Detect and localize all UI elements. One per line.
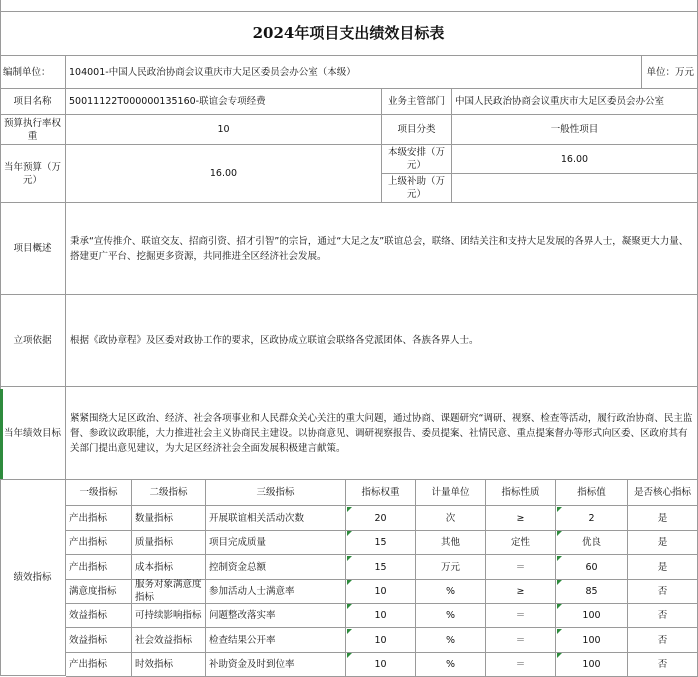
header-unit: 计量单位 bbox=[416, 480, 486, 506]
unit-label: 编制单位： bbox=[0, 56, 66, 89]
overview-text: 秉承“宣传推介、联谊交友、招商引资、招才引智”的宗旨，通过“大足之友”联谊总会，联络、团结关注和支持大足发展的各界人士，凝聚更大力量、搭建更广平台、挖掘更多资源，共同推进全区经济社会发展。 bbox=[66, 203, 698, 295]
cell-value: 优良 bbox=[556, 530, 628, 555]
top-strip bbox=[0, 0, 698, 12]
subsidy-value bbox=[452, 174, 698, 203]
category-value: 一般性项目 bbox=[452, 115, 698, 145]
cell-value: 85 bbox=[556, 579, 628, 604]
cell-unit: % bbox=[416, 628, 486, 653]
dept-value: 中国人民政治协商会议重庆市大足区委员会办公室 bbox=[452, 89, 698, 115]
project-name-label: 项目名称 bbox=[0, 89, 66, 115]
cell-flag bbox=[347, 580, 352, 585]
cell-level2: 数量指标 bbox=[132, 506, 206, 531]
cell-core: 是 bbox=[628, 555, 698, 580]
basis-label: 立项依据 bbox=[0, 295, 66, 387]
cell-core: 否 bbox=[628, 628, 698, 653]
cell-level2: 服务对象满意度指标 bbox=[132, 579, 206, 604]
cell-weight: 20 bbox=[346, 506, 416, 531]
goal-label: 当年绩效目标 bbox=[0, 387, 66, 480]
header-level2: 二级指标 bbox=[132, 480, 206, 506]
cell-flag bbox=[557, 604, 562, 609]
cell-level2: 时效指标 bbox=[132, 652, 206, 677]
overview-label: 项目概述 bbox=[0, 203, 66, 295]
cell-unit: 次 bbox=[416, 506, 486, 531]
header-level1: 一级指标 bbox=[66, 480, 132, 506]
cell-nature: ＝ bbox=[486, 628, 556, 653]
cell-level1: 产出指标 bbox=[66, 530, 132, 555]
weight-label: 预算执行率权重 bbox=[0, 115, 66, 145]
cell-flag bbox=[557, 556, 562, 561]
cell-weight: 10 bbox=[346, 603, 416, 628]
cell-flag bbox=[347, 653, 352, 658]
cell-core: 否 bbox=[628, 603, 698, 628]
cell-level2: 质量指标 bbox=[132, 530, 206, 555]
cell-level2: 可持续影响指标 bbox=[132, 603, 206, 628]
project-name-value: 50011122T000000135160-联谊会专项经费 bbox=[66, 89, 382, 115]
header-weight: 指标权重 bbox=[346, 480, 416, 506]
cell-level3: 问题整改落实率 bbox=[206, 603, 346, 628]
cell-level3: 开展联谊相关活动次数 bbox=[206, 506, 346, 531]
cell-unit: % bbox=[416, 603, 486, 628]
header-nature: 指标性质 bbox=[486, 480, 556, 506]
cell-value: 100 bbox=[556, 628, 628, 653]
cell-weight: 15 bbox=[346, 530, 416, 555]
cell-nature: ＝ bbox=[486, 555, 556, 580]
basis-text: 根据《政协章程》及区委对政协工作的要求，区政协成立联谊会联络各党派团体、各族各界人士。 bbox=[66, 295, 698, 387]
cell-flag bbox=[347, 531, 352, 536]
cell-nature: 定性 bbox=[486, 530, 556, 555]
cell-unit: 其他 bbox=[416, 530, 486, 555]
local-value: 16.00 bbox=[452, 145, 698, 174]
cell-value: 100 bbox=[556, 603, 628, 628]
goal-text: 紧紧围绕大足区政治、经济、社会各项事业和人民群众关心关注的重大问题，通过协商、课题研究“调研、视察、检查等活动，履行政治协商、民主监督、参政议政职能，大力推进社会主义协商民主建设。以协商意见、调研视察报告、委员提案、社情民意、重点提案督办等形式向区委、区政府其有关部门提出意见建议，为大足区经济社会全面发展积极建言献策。 bbox=[66, 387, 698, 480]
cell-level3: 参加活动人士满意率 bbox=[206, 579, 346, 604]
cell-nature: ≥ bbox=[486, 579, 556, 604]
cell-flag bbox=[347, 507, 352, 512]
cell-core: 是 bbox=[628, 530, 698, 555]
cell-core: 否 bbox=[628, 652, 698, 677]
cell-flag bbox=[557, 629, 562, 634]
cell-level2: 社会效益指标 bbox=[132, 628, 206, 653]
cell-flag bbox=[347, 604, 352, 609]
cell-unit: 万元 bbox=[416, 555, 486, 580]
page-title: 2024年项目支出绩效目标表 bbox=[0, 12, 698, 56]
cell-level3: 项目完成质量 bbox=[206, 530, 346, 555]
cell-weight: 10 bbox=[346, 652, 416, 677]
cell-flag bbox=[557, 507, 562, 512]
cell-flag bbox=[557, 580, 562, 585]
weight-value: 10 bbox=[66, 115, 382, 145]
cell-level3: 补助资金及时到位率 bbox=[206, 652, 346, 677]
header-value: 指标值 bbox=[556, 480, 628, 506]
currency-unit: 单位：万元 bbox=[642, 56, 698, 89]
cell-nature: ＝ bbox=[486, 603, 556, 628]
cell-weight: 10 bbox=[346, 579, 416, 604]
cell-core: 是 bbox=[628, 506, 698, 531]
cell-level1: 产出指标 bbox=[66, 506, 132, 531]
cell-flag bbox=[557, 531, 562, 536]
cell-level2: 成本指标 bbox=[132, 555, 206, 580]
cell-level1: 效益指标 bbox=[66, 628, 132, 653]
cell-core: 否 bbox=[628, 579, 698, 604]
dept-label: 业务主管部门 bbox=[382, 89, 452, 115]
budget-value: 16.00 bbox=[66, 145, 382, 203]
subsidy-label: 上级补助（万元） bbox=[382, 174, 452, 203]
cell-level3: 控制资金总额 bbox=[206, 555, 346, 580]
cell-nature: ≥ bbox=[486, 506, 556, 531]
category-label: 项目分类 bbox=[382, 115, 452, 145]
cell-value: 100 bbox=[556, 652, 628, 677]
cell-level1: 产出指标 bbox=[66, 652, 132, 677]
cell-unit: % bbox=[416, 579, 486, 604]
cell-level1: 效益指标 bbox=[66, 603, 132, 628]
cell-nature: ＝ bbox=[486, 652, 556, 677]
header-core: 是否核心指标 bbox=[628, 480, 698, 506]
indicators-label: 绩效指标 bbox=[0, 480, 66, 676]
cell-weight: 15 bbox=[346, 555, 416, 580]
cell-value: 2 bbox=[556, 506, 628, 531]
selection-marker bbox=[0, 389, 3, 479]
cell-unit: % bbox=[416, 652, 486, 677]
cell-level1: 满意度指标 bbox=[66, 579, 132, 604]
cell-flag bbox=[347, 629, 352, 634]
local-label: 本级安排（万元） bbox=[382, 145, 452, 174]
cell-level3: 检查结果公开率 bbox=[206, 628, 346, 653]
cell-flag bbox=[557, 653, 562, 658]
cell-flag bbox=[347, 556, 352, 561]
header-level3: 三级指标 bbox=[206, 480, 346, 506]
cell-weight: 10 bbox=[346, 628, 416, 653]
budget-label: 当年预算（万元） bbox=[0, 145, 66, 203]
cell-level1: 产出指标 bbox=[66, 555, 132, 580]
cell-value: 60 bbox=[556, 555, 628, 580]
unit-value: 104001-中国人民政治协商会议重庆市大足区委员会办公室（本级） bbox=[66, 56, 642, 89]
